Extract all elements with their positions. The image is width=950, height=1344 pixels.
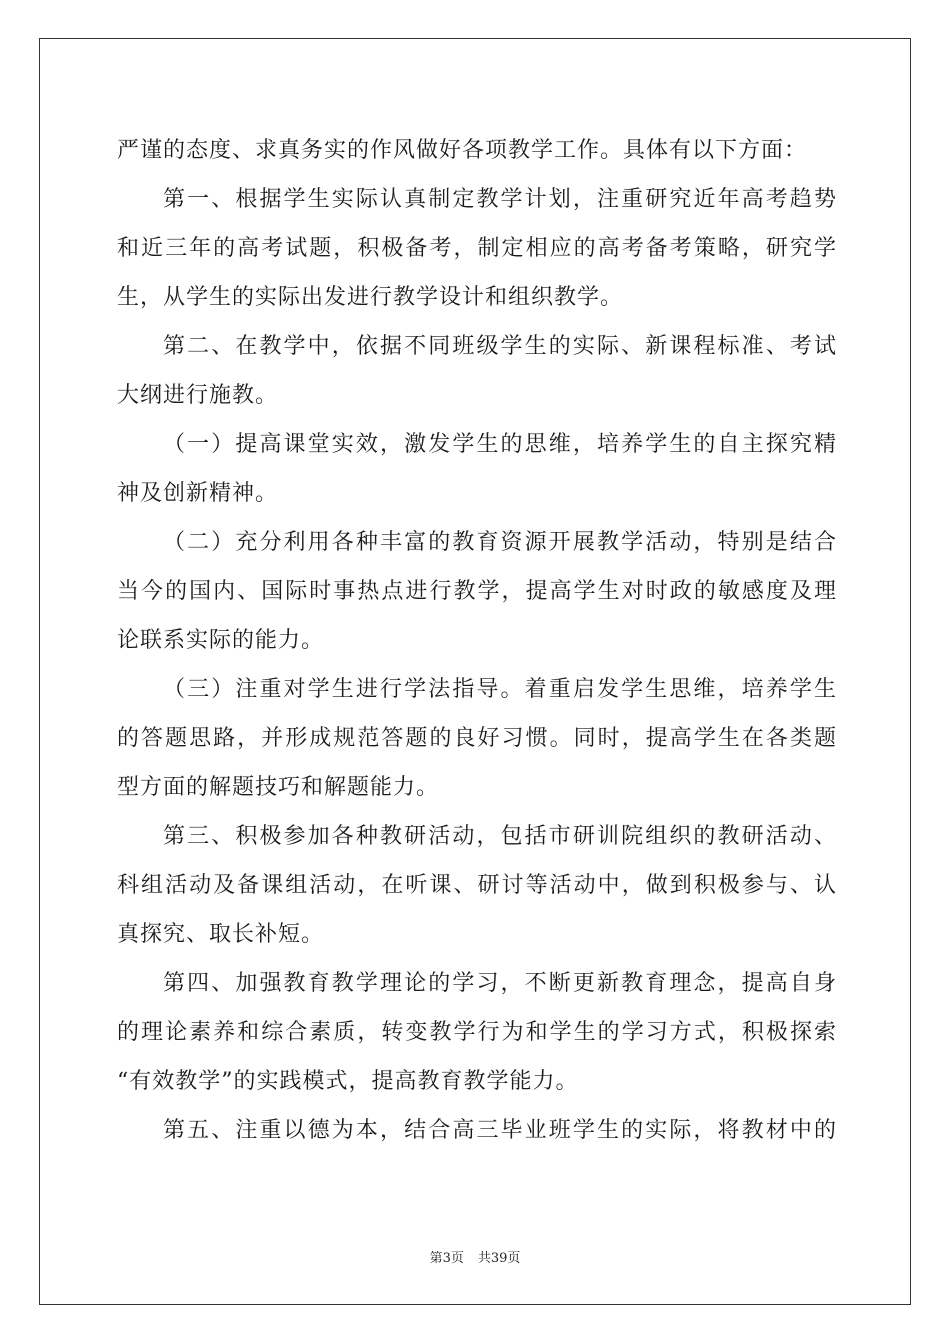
text-line: 第五、注重以德为本，结合高三毕业班学生的实际，将教材中的 bbox=[163, 1118, 837, 1143]
document-body bbox=[117, 126, 837, 1155]
text-line: （一）提高课堂实效，激发学生的思维，培养学生的自主探究精 bbox=[163, 432, 837, 457]
text-line: 生，从学生的实际出发进行教学设计和组织教学。 bbox=[117, 285, 624, 310]
text-line: 第三、积极参加各种教研活动，包括市研训院组织的教研活动、 bbox=[163, 824, 837, 849]
text-line: 科组活动及备课组活动，在听课、研讨等活动中，做到积极参与、认 bbox=[117, 873, 837, 898]
total-pages: 共39页 bbox=[477, 1251, 521, 1266]
page-footer bbox=[0, 1247, 950, 1266]
text-line: 真探究、取长补短。 bbox=[117, 922, 325, 947]
text-line: “有效教学”的实践模式，提高教育教学能力。 bbox=[117, 1069, 579, 1094]
page-number: 第3页 bbox=[429, 1251, 464, 1266]
text-line: 和近三年的高考试题，积极备考，制定相应的高考备考策略，研究学 bbox=[117, 236, 837, 261]
text-line: 当今的国内、国际时事热点进行教学，提高学生对时政的敏感度及理 bbox=[117, 579, 837, 604]
text-line: 第二、在教学中，依据不同班级学生的实际、新课程标准、考试 bbox=[163, 334, 837, 359]
text-line: （三）注重对学生进行学法指导。着重启发学生思维，培养学生 bbox=[163, 677, 837, 702]
text-line: 严谨的态度、求真务实的作风做好各项教学工作。具体有以下方面： bbox=[117, 138, 808, 163]
text-line: 论联系实际的能力。 bbox=[117, 628, 325, 653]
text-line: 第四、加强教育教学理论的学习，不断更新教育理念，提高自身 bbox=[163, 971, 837, 996]
text-line: （二）充分利用各种丰富的教育资源开展教学活动，特别是结合 bbox=[163, 530, 837, 555]
text-line: 第一、根据学生实际认真制定教学计划，注重研究近年高考趋势 bbox=[163, 187, 837, 212]
text-line: 型方面的解题技巧和解题能力。 bbox=[117, 775, 440, 800]
text-line: 的理论素养和综合素质，转变教学行为和学生的学习方式，积极探索 bbox=[117, 1020, 837, 1045]
text-line: 的答题思路，并形成规范答题的良好习惯。同时，提高学生在各类题 bbox=[117, 726, 837, 751]
text-line: 神及创新精神。 bbox=[117, 481, 279, 506]
text-line: 大纲进行施教。 bbox=[117, 383, 279, 408]
